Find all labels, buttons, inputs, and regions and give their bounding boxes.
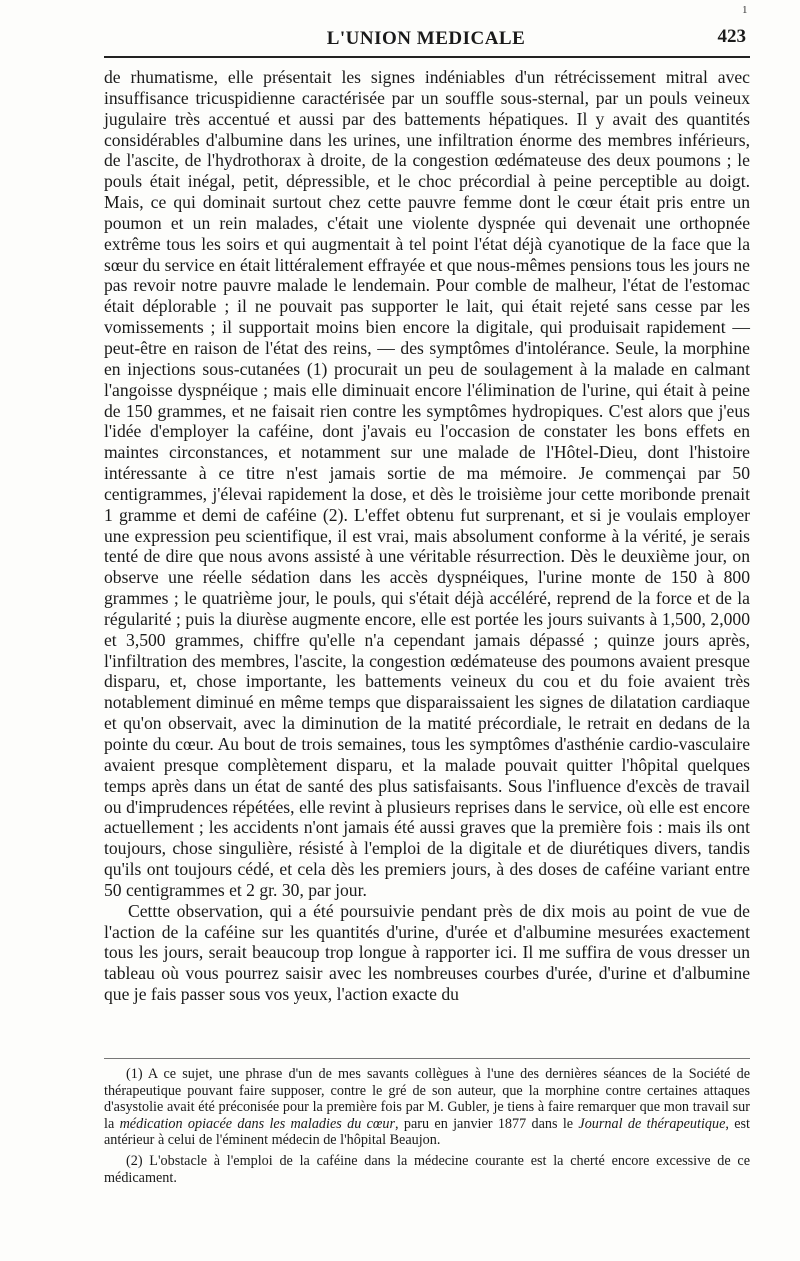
footnote-1-text-b: , paru en janvier 1877 dans le [395,1115,579,1132]
footnote-1-text-a: (1) A ce sujet, une phrase d'un de mes savants collègues à l'une des dernières séances de la Société de thérapeutique pouvant faire supposer, contre le gré de son auteur, que la morphine contre certaines attaques d'asystolie avait été préconisée pour la première fois par M. Gubler, je tiens à faire remarquer que mon travail sur la [104,1066,750,1132]
header-rule [104,56,750,58]
page-header [104,24,748,54]
footnote-1-title-1: médication opiacée dans les maladies du cœur [119,1115,395,1132]
footnote-1 [104,1066,750,1149]
body-text [104,67,750,1005]
footnote-rule [104,1058,750,1059]
body-paragraph-1: de rhumatisme, elle présentait les signes indéniables d'un rétrécissement mitral avec insuffisance tricuspidienne caractérisée par un souffle sous-sternal, par un pouls veineux jugulaire très accentué et aussi par des battements hépatiques. Il y avait des quantités considérables d'albumine dans les urines, une infiltration énorme des membres inférieurs, de l'ascite, de l'hydrothorax à droite, de la congestion œdémateuse des deux poumons ; le pouls était inégal, petit, dépressible, et le choc précordial à peine perceptible au doigt. Mais, ce qui dominait surtout chez cette pauvre femme dont le cœur était pris entre un poumon et un rein malades, c'était une violente dyspnée qui devenait une orthopnée extrême tous les soirs et qui augmentait à tel point l'état déjà cyanotique de la face que la sœur du service en était littéralement effrayée et que nous-mêmes pensions tous les jours ne pas revoir notre pauvre malade le lendemain. Pour comble de malheur, l'état de l'estomac était déplorable ; il ne pouvait pas supporter le lait, qui était rejeté sans cesse par les vomissements ; il supportait moins bien encore la digitale, qui produisait rapidement — peut-être en raison de l'état des reins, — des symptômes d'intolérance. Seule, la morphine en injections sous-cutanées (1) procurait un peu de soulagement à la malade en calmant l'angoisse dyspnéique ; mais elle diminuait encore l'élimination de l'urine, qui était à peine de 150 grammes, et ne faisait rien contre les symptômes hydropiques. C'est alors que j'eus l'idée d'employer la caféine, dont j'avais eu l'occasion de constater les bons effets en maintes circonstances, et notamment sur une malade de l'Hôtel-Dieu, dont l'histoire intéressante à ce titre n'est jamais sortie de ma mémoire. Je commençai par 50 centigrammes, j'élevai rapidement la dose, et dès le troisième jour cette moribonde prenait 1 gramme et demi de caféine (2). L'effet obtenu fut surprenant, et si je voulais employer une expression peu scientifique, il est vrai, mais absolument conforme à la vérité, je serais tenté de dire que nous avons assisté à une véritable résurrection. Dès le deuxième jour, on observe une réelle sédation dans les accès dyspnéiques, l'urine monte de 150 à 800 grammes ; le quatrième jour, le pouls, qui s'était déjà accéléré, reprend de la force et de la régularité ; puis la diurèse augmente encore, elle est portée les jours suivants à 1,500, 2,000 et 3,500 grammes, chiffre qu'elle n'a cependant jamais dépassé ; quinze jours après, l'infiltration des membres, l'ascite, la congestion œdémateuse des poumons avaient presque disparu, et, chose importante, les battements veineux du cou et du foie avaient très notablement diminué en même temps que disparaissaient les signes de dilatation cardiaque et qu'on observait, avec la diminution de la matité précordiale, le retrait en dedans de la pointe du cœur. Au bout de trois semaines, tous les symptômes d'asthénie cardio-vasculaire avaient presque complètement disparu, et la malade pouvait quitter l'hôpital quelques temps après dans un état de santé des plus satisfaisants. Sous l'influence d'excès de travail ou d'imprudences répétées, elle revint à plusieurs reprises dans le service, où elle est encore actuellement ; les accidents n'ont jamais été aussi graves que la première fois : mais ils ont toujours, chose singulière, résisté à l'emploi de la digitale et de diurétiques divers, tandis qu'ils ont toujours cédé, et cela dès les premiers jours, à des doses de caféine variant entre 50 centigrammes et 2 gr. 30, par jour. [104,67,750,900]
corner-mark: 1 [742,4,748,16]
footnote-2: (2) L'obstacle à l'emploi de la caféine dans la médecine courante est la cherté encore excessive de ce médicament. [104,1152,750,1186]
footnote-1-title-2: Journal de thérapeutique [578,1115,726,1132]
footnote-1-text-c: , est antérieur à celui de l'éminent médecin de l'hôpital Beaujon. [104,1115,751,1149]
running-title: L'UNION MEDICALE [326,28,526,49]
page-number: 423 [717,26,746,47]
footnotes [104,1066,750,1190]
body-paragraph-2: Cettte observation, qui a été poursuivie pendant près de dix mois au point de vue de l'action de la caféine sur les quantités d'urine, d'urée et d'albumine mesurées exactement tous les jours, serait beaucoup trop longue à rapporter ici. Il me suffira de vous dresser un tableau où vous pourrez saisir avec les nombreuses courbes d'urée, d'urine et d'albumine que je fais passer sous vos yeux, l'action exacte du [104,900,750,1005]
